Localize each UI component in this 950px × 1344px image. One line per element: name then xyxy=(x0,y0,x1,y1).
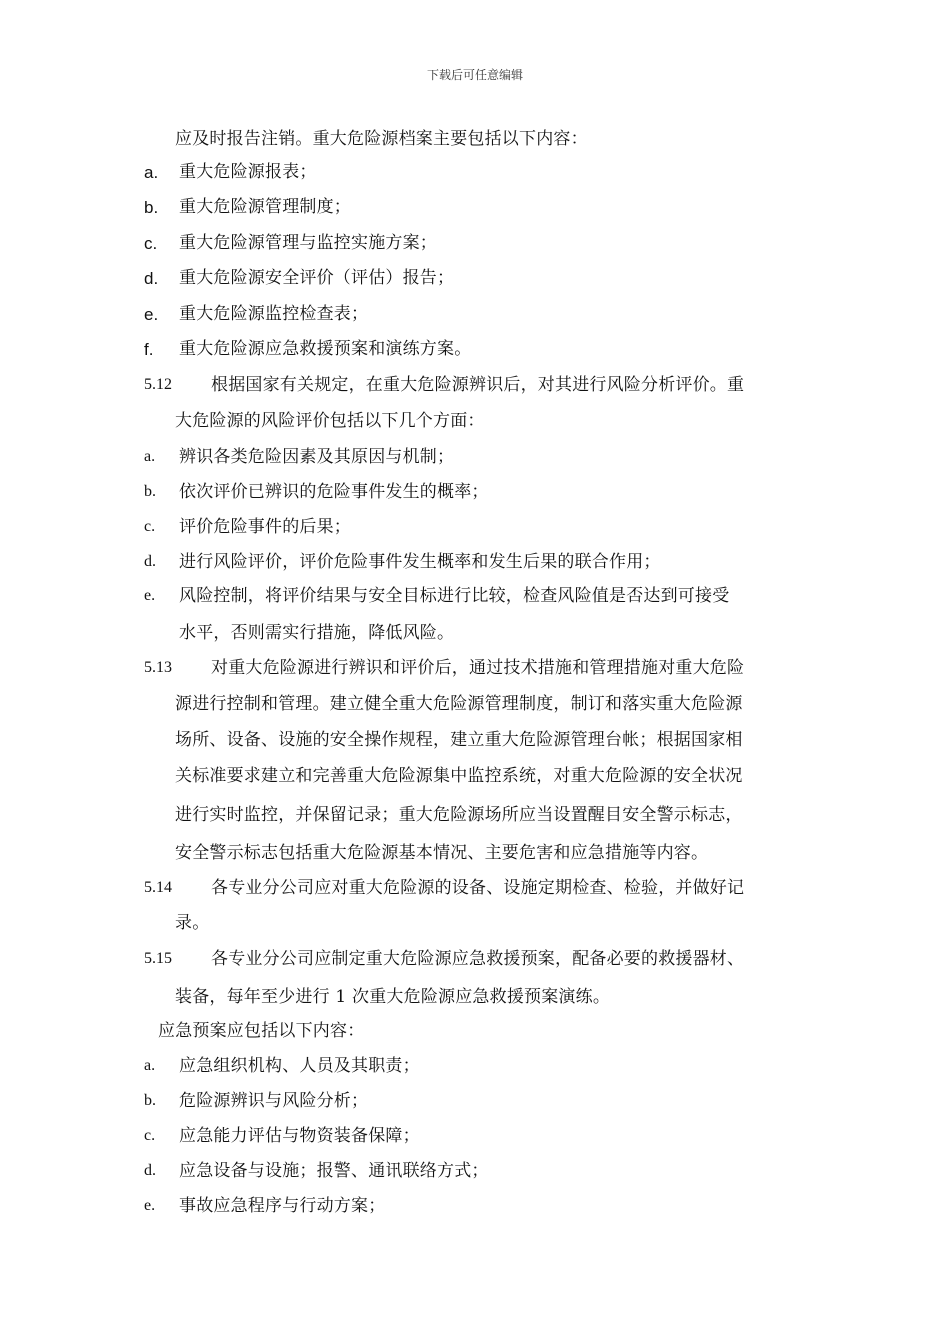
list-item-text: 依次评价已辨识的危险事件发生的概率； xyxy=(179,482,489,502)
list-marker: b. xyxy=(144,198,159,217)
list-item-text: 重大危险源报表； xyxy=(179,162,317,182)
list-item-text: 风险控制，将评价结果与安全目标进行比较，检查风险值是否达到可接受 xyxy=(179,586,730,606)
list-item-text: 重大危险源监控检查表； xyxy=(179,304,369,324)
section-text: 各专业分公司应对重大危险源的设备、设施定期检查、检验，并做好记 xyxy=(211,878,745,898)
section-number: 5.14 xyxy=(144,879,172,896)
list-marker: f. xyxy=(144,340,154,359)
paragraph-line: 场所、设备、设施的安全操作规程，建立重大危险源管理台帐；根据国家相 xyxy=(175,730,743,750)
paragraph-line: 装备，每年至少进行 1 次重大危险源应急救援预案演练。 xyxy=(175,987,611,1007)
list-item-text: 危险源辨识与风险分析； xyxy=(179,1091,369,1111)
list-item-text: 进行风险评价，评价危险事件发生概率和发生后果的联合作用； xyxy=(179,552,661,572)
section-text: 根据国家有关规定，在重大危险源辨识后，对其进行风险分析评价。重 xyxy=(211,375,745,395)
list-marker: e. xyxy=(144,587,156,604)
page-header-note: 下载后可任意编辑 xyxy=(426,68,523,82)
section-text: 对重大危险源进行辨识和评价后，通过技术措施和管理措施对重大危险 xyxy=(211,658,745,678)
list-marker: e. xyxy=(144,305,159,324)
paragraph-line: 应急预案应包括以下内容： xyxy=(158,1021,365,1041)
paragraph-line: 录。 xyxy=(175,913,210,933)
list-item-text: 应急组织机构、人员及其职责； xyxy=(179,1056,420,1076)
list-marker: c. xyxy=(144,1127,156,1144)
list-marker: e. xyxy=(144,1197,156,1214)
list-item-text: 应急能力评估与物资装备保障； xyxy=(179,1126,420,1146)
list-marker: a. xyxy=(144,448,156,465)
list-marker: a. xyxy=(144,163,159,182)
section-number: 5.15 xyxy=(144,950,172,967)
paragraph-line: 大危险源的风险评价包括以下几个方面： xyxy=(175,411,485,431)
list-item-text: 事故应急程序与行动方案； xyxy=(179,1196,386,1216)
list-item-text: 重大危险源安全评价（评估）报告； xyxy=(179,268,455,288)
list-marker: b. xyxy=(144,1092,156,1109)
list-marker: b. xyxy=(144,483,156,500)
list-item-text: 辨识各类危险因素及其原因与机制； xyxy=(179,447,455,467)
list-marker: d. xyxy=(144,269,159,288)
list-item-text: 评价危险事件的后果； xyxy=(179,517,351,537)
paragraph-line: 关标准要求建立和完善重大危险源集中监控系统，对重大危险源的安全状况 xyxy=(175,766,743,786)
list-item-text: 应急设备与设施；报警、通讯联络方式； xyxy=(179,1161,489,1181)
list-item-text: 重大危险源应急救援预案和演练方案。 xyxy=(179,339,472,359)
section-number: 5.13 xyxy=(144,659,172,676)
list-marker: a. xyxy=(144,1057,156,1074)
list-marker: d. xyxy=(144,553,156,570)
paragraph-line: 安全警示标志包括重大危险源基本情况、主要危害和应急措施等内容。 xyxy=(175,843,709,863)
list-item-text: 重大危险源管理制度； xyxy=(179,197,351,217)
list-marker: c. xyxy=(144,234,158,253)
list-item-text: 重大危险源管理与监控实施方案； xyxy=(179,233,437,253)
paragraph-line: 源进行控制和管理。建立健全重大危险源管理制度，制订和落实重大危险源 xyxy=(175,694,743,714)
section-number: 5.12 xyxy=(144,376,172,393)
paragraph-line: 进行实时监控，并保留记录；重大危险源场所应当设置醒目安全警示标志， xyxy=(175,805,743,825)
list-marker: c. xyxy=(144,518,156,535)
section-text: 各专业分公司应制定重大危险源应急救援预案，配备必要的救援器材、 xyxy=(211,949,745,969)
paragraph-line: 应及时报告注销。重大危险源档案主要包括以下内容： xyxy=(175,129,588,149)
paragraph-line: 水平，否则需实行措施，降低风险。 xyxy=(179,623,455,643)
list-marker: d. xyxy=(144,1162,156,1179)
